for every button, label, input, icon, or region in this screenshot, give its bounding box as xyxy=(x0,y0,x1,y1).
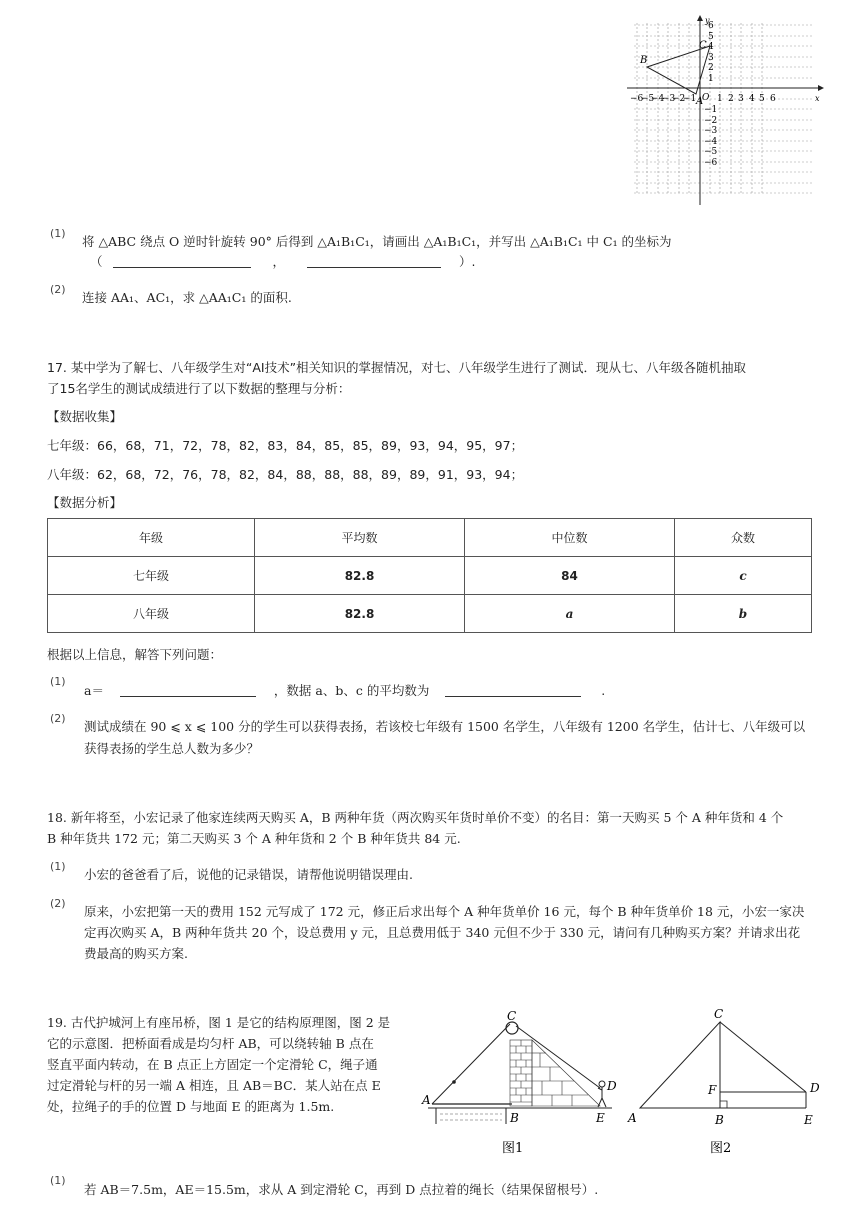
y-tick-label: 5 xyxy=(708,32,714,42)
fig2-label-a: A xyxy=(628,1111,637,1125)
x-axis-label: x xyxy=(815,94,820,103)
q17-grade8-scores: 八年级：62，68，72，76，78，82，84，88，88，88，89，89，91，93，94； xyxy=(47,467,524,482)
x-tick-label: −5 xyxy=(641,94,655,104)
y-tick-label: 3 xyxy=(708,53,714,63)
point-label-b: B xyxy=(640,55,648,66)
table-cell: 84 xyxy=(465,557,675,595)
x-tick-label: −4 xyxy=(651,94,665,104)
bridge-figure-2 xyxy=(624,1006,824,1156)
q17-part2-number: (2) xyxy=(50,712,66,725)
table-cell: 82.8 xyxy=(255,557,465,595)
q17-blank-mean[interactable] xyxy=(445,684,581,697)
q17-part2-line1: 测试成绩在 90 ⩽ x ⩽ 100 分的学生可以获得表扬，若该校七年级有 1500 名学生，八年级有 1200 名学生，估计七、八年级可以 xyxy=(84,719,806,734)
y-tick-label: −3 xyxy=(704,126,718,136)
coordinate-grid-figure xyxy=(622,15,827,210)
q17-part1-number: (1) xyxy=(50,675,66,688)
fig1-caption: 图1 xyxy=(502,1141,524,1156)
segment-cd xyxy=(720,1022,806,1092)
fig1-label-d: D xyxy=(607,1079,617,1093)
table-header-cell: 年级 xyxy=(48,519,255,557)
rope-dot xyxy=(452,1080,456,1084)
y-tick-label: −5 xyxy=(704,147,718,157)
x-tick-label: 3 xyxy=(738,94,744,104)
x-tick-label: −3 xyxy=(662,94,676,104)
table-cell: a xyxy=(465,595,675,633)
q17-stem-line2: 了15名学生的测试成绩进行了以下数据的整理与分析： xyxy=(47,381,351,396)
q18-part2-line2: 定再次购买 A，B 两种年货共 20 个，设总费用 y 元，且总费用低于 340 元但不少于 330 元，请问有几种购买方案？并请求出花 xyxy=(84,925,801,940)
brick-wall xyxy=(510,1040,600,1106)
y-tick-label: −1 xyxy=(704,105,718,115)
q19-stem-line5: 处，拉绳子的手的位置 D 与地面 E 的距离为 1.5m. xyxy=(47,1099,335,1114)
y-tick-label: 6 xyxy=(708,21,714,31)
person-icon xyxy=(598,1081,606,1107)
fig1-label-b: B xyxy=(510,1111,519,1125)
y-axis-label: y xyxy=(705,16,710,25)
q17-part2-line2: 获得表扬的学生总人数为多少？ xyxy=(84,741,260,756)
x-tick-label: −2 xyxy=(672,94,686,104)
rope-ac xyxy=(432,1024,510,1104)
table-row xyxy=(48,595,812,633)
x-tick-label: 2 xyxy=(728,94,734,104)
right-angle-mark xyxy=(720,1101,727,1108)
q16-open-paren: （ xyxy=(90,254,103,269)
pulley-icon xyxy=(506,1022,518,1034)
y-tick-label: −4 xyxy=(704,137,718,147)
moat-water xyxy=(440,1114,502,1120)
q18-stem-line2: B 种年货共 172 元；第二天购买 3 个 A 种年货和 2 个 B 种年货共 84 元. xyxy=(47,831,461,846)
table-cell: 七年级 xyxy=(48,557,255,595)
table-cell: c xyxy=(675,557,812,595)
table-cell: b xyxy=(675,595,812,633)
q17-analysis-title: 【数据分析】 xyxy=(47,495,123,510)
y-axis-arrow xyxy=(697,15,703,21)
origin-label: O xyxy=(702,93,710,103)
q16-blank-y[interactable] xyxy=(307,255,441,268)
x-tick-label: 6 xyxy=(770,94,776,104)
fig2-label-f: F xyxy=(708,1083,717,1097)
fig2-label-e: E xyxy=(804,1113,813,1127)
q18-part1-number: (1) xyxy=(50,860,66,873)
triangle-abc xyxy=(647,46,710,94)
q16-part1-answer-row xyxy=(90,252,475,270)
q17-a-label: a＝ xyxy=(84,683,104,698)
q16-part1-text: 将 △ABC 绕点 O 逆时针旋转 90° 后得到 △A₁B₁C₁，请画出 △A₁B₁C₁，并写出 △A₁B₁C₁ 中 C₁ 的坐标为 xyxy=(82,234,672,249)
q17-data-table xyxy=(47,518,812,633)
q17-collect-title: 【数据收集】 xyxy=(47,409,123,424)
table-header-cell: 中位数 xyxy=(465,519,675,557)
q19-stem-line3: 竖直平面内转动，在 B 点正上方固定一个定滑轮 C，绳子通 xyxy=(47,1057,378,1072)
x-tick-label: −6 xyxy=(630,94,644,104)
table-row xyxy=(48,557,812,595)
table-cell: 八年级 xyxy=(48,595,255,633)
fig2-label-b: B xyxy=(715,1113,724,1127)
fig1-label-e: E xyxy=(596,1111,605,1125)
q19-stem-line1: 19. 古代护城河上有座吊桥，图 1 是它的结构原理图，图 2 是 xyxy=(47,1015,391,1030)
q17-part1-row xyxy=(84,681,605,699)
point-label-a: A xyxy=(696,96,704,107)
q16-part2-number: (2) xyxy=(50,283,66,296)
q17-grade7-scores: 七年级：66，68，71，72，78，82，83，84，85，85，89，93，94，95，97； xyxy=(47,438,524,453)
grid-lines xyxy=(634,23,812,195)
q19-part1-text: 若 AB＝7.5m，AE＝15.5m，求从 A 到定滑轮 C，再到 D 点拉着的绳长（结果保留根号）. xyxy=(84,1182,599,1197)
q16-part1-number: (1) xyxy=(50,227,66,240)
fig1-label-a: A xyxy=(422,1093,431,1107)
q18-part2-line3: 费最高的购买方案. xyxy=(84,946,188,961)
y-tick-label: 1 xyxy=(708,74,714,84)
q19-stem-line4: 过定滑轮与杆的另一端 A 相连，且 AB＝BC．某人站在点 E xyxy=(47,1078,381,1093)
rope-cd xyxy=(516,1026,600,1088)
x-tick-label: −1 xyxy=(683,94,697,104)
q16-part2-text: 连接 AA₁、AC₁，求 △AA₁C₁ 的面积. xyxy=(82,290,292,305)
fig2-caption: 图2 xyxy=(710,1141,732,1156)
x-axis-arrow xyxy=(818,85,824,91)
fig2-label-c: C xyxy=(714,1007,724,1021)
q19-stem-line2: 它的示意图．把桥面看成是均匀杆 AB，可以绕转轴 B 点在 xyxy=(47,1036,374,1051)
table-cell: 82.8 xyxy=(255,595,465,633)
x-tick-label: 5 xyxy=(759,94,765,104)
q17-stem-line1: 17. 某中学为了解七、八年级学生对“AI技术”相关知识的掌握情况，对七、八年级学生进行了测试．现从七、八年级各随机抽取 xyxy=(47,360,747,375)
q18-part2-line1: 原来，小宏把第一天的费用 152 元写成了 172 元，修正后求出每个 A 种年货单价 16 元，每个 B 种年货单价 18 元，小宏一家决 xyxy=(84,904,805,919)
y-tick-label: −2 xyxy=(704,116,718,126)
table-header-row xyxy=(48,519,812,557)
y-tick-label: 4 xyxy=(708,42,714,52)
q17-prompt: 根据以上信息，解答下列问题： xyxy=(47,647,223,662)
point-label-c: C xyxy=(699,40,707,51)
y-tick-label: 2 xyxy=(708,63,714,73)
x-tick-label: 4 xyxy=(749,94,755,104)
q16-comma: ， xyxy=(272,254,285,269)
q18-stem-line1: 18. 新年将至，小宏记录了他家连续两天购买 A，B 两种年货（两次购买年货时单价不变）的名目：第一天购买 5 个 A 种年货和 4 个 xyxy=(47,810,784,825)
fig1-label-c: C xyxy=(507,1009,517,1023)
q16-close-paren: ）. xyxy=(458,254,476,269)
q18-part2-number: (2) xyxy=(50,897,66,910)
y-tick-label: −6 xyxy=(704,158,718,168)
x-tick-label: 1 xyxy=(717,94,723,104)
table-header-cell: 众数 xyxy=(675,519,812,557)
bridge-figure-1 xyxy=(420,1006,620,1156)
q18-part1-text: 小宏的爸爸看了后，说他的记录错误，请帮他说明错误理由. xyxy=(84,867,413,882)
q17-mean-text: ，数据 a、b、c 的平均数为 xyxy=(273,683,430,698)
q17-blank-a[interactable] xyxy=(120,684,256,697)
q19-part1-number: (1) xyxy=(50,1174,66,1187)
q16-blank-x[interactable] xyxy=(113,255,251,268)
table-header-cell: 平均数 xyxy=(255,519,465,557)
fig2-label-d: D xyxy=(810,1081,820,1095)
q17-period: . xyxy=(601,683,606,698)
